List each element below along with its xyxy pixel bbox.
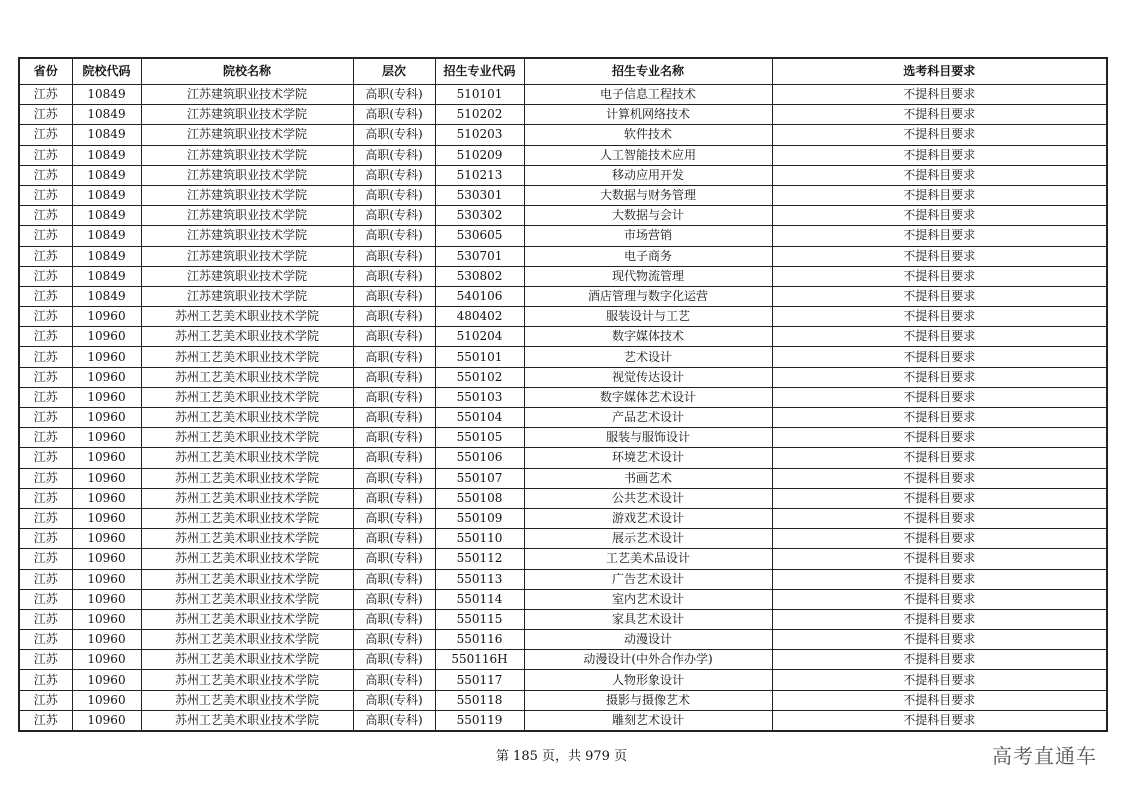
cell-school-code: 10960 (72, 609, 141, 629)
cell-major-code: 530605 (435, 226, 524, 246)
cell-school-code: 10849 (72, 145, 141, 165)
cell-subject-requirement: 不提科目要求 (772, 408, 1107, 428)
cell-major-code: 550107 (435, 468, 524, 488)
cell-major-code: 550105 (435, 428, 524, 448)
cell-major-code: 550108 (435, 488, 524, 508)
cell-school-code: 10960 (72, 468, 141, 488)
cell-level: 高职(专科) (353, 670, 435, 690)
cell-major-code: 510204 (435, 327, 524, 347)
cell-school-name: 苏州工艺美术职业技术学院 (141, 428, 353, 448)
cell-subject-requirement: 不提科目要求 (772, 609, 1107, 629)
cell-subject-requirement: 不提科目要求 (772, 710, 1107, 731)
cell-major-name: 电子信息工程技术 (524, 85, 772, 105)
cell-major-name: 市场营销 (524, 226, 772, 246)
cell-school-name: 苏州工艺美术职业技术学院 (141, 609, 353, 629)
cell-province: 江苏 (19, 246, 72, 266)
cell-major-code: 530301 (435, 185, 524, 205)
cell-subject-requirement: 不提科目要求 (772, 549, 1107, 569)
cell-major-name: 公共艺术设计 (524, 488, 772, 508)
cell-level: 高职(专科) (353, 508, 435, 528)
cell-subject-requirement: 不提科目要求 (772, 327, 1107, 347)
cell-province: 江苏 (19, 185, 72, 205)
cell-subject-requirement: 不提科目要求 (772, 145, 1107, 165)
cell-major-code: 510203 (435, 125, 524, 145)
cell-province: 江苏 (19, 630, 72, 650)
cell-province: 江苏 (19, 367, 72, 387)
cell-school-name: 苏州工艺美术职业技术学院 (141, 650, 353, 670)
cell-major-name: 视觉传达设计 (524, 367, 772, 387)
cell-major-name: 产品艺术设计 (524, 408, 772, 428)
cell-level: 高职(专科) (353, 327, 435, 347)
table-row (19, 367, 1107, 387)
cell-major-name: 环境艺术设计 (524, 448, 772, 468)
cell-province: 江苏 (19, 105, 72, 125)
cell-subject-requirement: 不提科目要求 (772, 630, 1107, 650)
cell-school-name: 江苏建筑职业技术学院 (141, 246, 353, 266)
cell-school-name: 苏州工艺美术职业技术学院 (141, 408, 353, 428)
cell-school-code: 10960 (72, 529, 141, 549)
cell-major-code: 530302 (435, 206, 524, 226)
cell-school-code: 10960 (72, 327, 141, 347)
cell-major-code: 550102 (435, 367, 524, 387)
cell-subject-requirement: 不提科目要求 (772, 529, 1107, 549)
cell-school-code: 10849 (72, 125, 141, 145)
cell-level: 高职(专科) (353, 468, 435, 488)
cell-school-name: 江苏建筑职业技术学院 (141, 286, 353, 306)
table-body (19, 85, 1107, 732)
admissions-table-container (18, 57, 1106, 732)
cell-subject-requirement: 不提科目要求 (772, 488, 1107, 508)
cell-province: 江苏 (19, 307, 72, 327)
table-row (19, 448, 1107, 468)
table-row (19, 226, 1107, 246)
cell-school-code: 10849 (72, 85, 141, 105)
cell-level: 高职(专科) (353, 165, 435, 185)
cell-province: 江苏 (19, 569, 72, 589)
cell-level: 高职(专科) (353, 347, 435, 367)
cell-subject-requirement: 不提科目要求 (772, 206, 1107, 226)
cell-major-code: 550114 (435, 589, 524, 609)
cell-subject-requirement: 不提科目要求 (772, 448, 1107, 468)
cell-school-name: 苏州工艺美术职业技术学院 (141, 508, 353, 528)
cell-major-code: 550103 (435, 387, 524, 407)
cell-province: 江苏 (19, 468, 72, 488)
table-row (19, 529, 1107, 549)
cell-major-code: 550113 (435, 569, 524, 589)
cell-major-name: 服装设计与工艺 (524, 307, 772, 327)
cell-province: 江苏 (19, 690, 72, 710)
cell-school-name: 苏州工艺美术职业技术学院 (141, 347, 353, 367)
cell-school-code: 10849 (72, 165, 141, 185)
cell-school-code: 10960 (72, 307, 141, 327)
cell-school-name: 江苏建筑职业技术学院 (141, 105, 353, 125)
table-row (19, 266, 1107, 286)
cell-major-code: 550118 (435, 690, 524, 710)
cell-school-code: 10960 (72, 589, 141, 609)
cell-major-code: 550110 (435, 529, 524, 549)
cell-province: 江苏 (19, 347, 72, 367)
cell-subject-requirement: 不提科目要求 (772, 125, 1107, 145)
header-province: 省份 (19, 58, 72, 85)
cell-province: 江苏 (19, 286, 72, 306)
cell-province: 江苏 (19, 226, 72, 246)
cell-major-name: 移动应用开发 (524, 165, 772, 185)
header-level: 层次 (353, 58, 435, 85)
cell-province: 江苏 (19, 428, 72, 448)
cell-major-code: 550109 (435, 508, 524, 528)
cell-subject-requirement: 不提科目要求 (772, 347, 1107, 367)
cell-school-name: 苏州工艺美术职业技术学院 (141, 710, 353, 731)
cell-school-code: 10849 (72, 206, 141, 226)
cell-major-code: 540106 (435, 286, 524, 306)
cell-major-code: 530802 (435, 266, 524, 286)
cell-level: 高职(专科) (353, 125, 435, 145)
cell-school-name: 苏州工艺美术职业技术学院 (141, 589, 353, 609)
cell-school-code: 10960 (72, 710, 141, 731)
header-school-code: 院校代码 (72, 58, 141, 85)
admissions-table (18, 57, 1108, 732)
cell-major-name: 软件技术 (524, 125, 772, 145)
cell-province: 江苏 (19, 85, 72, 105)
cell-level: 高职(专科) (353, 266, 435, 286)
cell-subject-requirement: 不提科目要求 (772, 387, 1107, 407)
table-row (19, 670, 1107, 690)
table-row (19, 549, 1107, 569)
cell-major-code: 550104 (435, 408, 524, 428)
cell-school-code: 10960 (72, 448, 141, 468)
cell-school-code: 10849 (72, 105, 141, 125)
cell-school-code: 10960 (72, 670, 141, 690)
cell-level: 高职(专科) (353, 650, 435, 670)
cell-school-code: 10960 (72, 408, 141, 428)
cell-major-code: 550115 (435, 609, 524, 629)
cell-level: 高职(专科) (353, 690, 435, 710)
cell-province: 江苏 (19, 488, 72, 508)
cell-province: 江苏 (19, 448, 72, 468)
table-row (19, 347, 1107, 367)
cell-province: 江苏 (19, 327, 72, 347)
cell-major-name: 游戏艺术设计 (524, 508, 772, 528)
cell-level: 高职(专科) (353, 549, 435, 569)
cell-province: 江苏 (19, 650, 72, 670)
cell-school-name: 江苏建筑职业技术学院 (141, 85, 353, 105)
cell-subject-requirement: 不提科目要求 (772, 85, 1107, 105)
cell-school-name: 苏州工艺美术职业技术学院 (141, 569, 353, 589)
cell-major-name: 动漫设计 (524, 630, 772, 650)
cell-major-name: 家具艺术设计 (524, 609, 772, 629)
cell-major-name: 广告艺术设计 (524, 569, 772, 589)
table-row (19, 85, 1107, 105)
cell-school-code: 10960 (72, 569, 141, 589)
table-row (19, 569, 1107, 589)
table-header-row (19, 58, 1107, 85)
cell-major-name: 艺术设计 (524, 347, 772, 367)
table-row (19, 650, 1107, 670)
cell-school-name: 苏州工艺美术职业技术学院 (141, 468, 353, 488)
cell-major-code: 530701 (435, 246, 524, 266)
table-row (19, 125, 1107, 145)
cell-school-name: 江苏建筑职业技术学院 (141, 165, 353, 185)
cell-major-name: 动漫设计(中外合作办学) (524, 650, 772, 670)
cell-school-code: 10960 (72, 690, 141, 710)
cell-school-code: 10849 (72, 286, 141, 306)
cell-major-name: 数字媒体艺术设计 (524, 387, 772, 407)
cell-major-code: 550106 (435, 448, 524, 468)
cell-major-name: 电子商务 (524, 246, 772, 266)
cell-subject-requirement: 不提科目要求 (772, 367, 1107, 387)
cell-school-name: 苏州工艺美术职业技术学院 (141, 670, 353, 690)
cell-major-name: 摄影与摄像艺术 (524, 690, 772, 710)
table-row (19, 165, 1107, 185)
cell-major-name: 人物形象设计 (524, 670, 772, 690)
header-school-name: 院校名称 (141, 58, 353, 85)
cell-level: 高职(专科) (353, 145, 435, 165)
cell-subject-requirement: 不提科目要求 (772, 589, 1107, 609)
cell-major-name: 工艺美术品设计 (524, 549, 772, 569)
cell-level: 高职(专科) (353, 85, 435, 105)
table-row (19, 690, 1107, 710)
cell-province: 江苏 (19, 125, 72, 145)
cell-province: 江苏 (19, 670, 72, 690)
cell-major-code: 480402 (435, 307, 524, 327)
cell-major-code: 550117 (435, 670, 524, 690)
cell-school-name: 江苏建筑职业技术学院 (141, 125, 353, 145)
cell-major-name: 人工智能技术应用 (524, 145, 772, 165)
cell-subject-requirement: 不提科目要求 (772, 105, 1107, 125)
table-row (19, 286, 1107, 306)
cell-level: 高职(专科) (353, 408, 435, 428)
cell-level: 高职(专科) (353, 387, 435, 407)
page-number: 第 185 页，共 979 页 (495, 749, 628, 764)
cell-subject-requirement: 不提科目要求 (772, 185, 1107, 205)
cell-school-code: 10960 (72, 347, 141, 367)
cell-major-code: 550112 (435, 549, 524, 569)
watermark-text: 高考直通车 (992, 744, 1097, 768)
header-major-name: 招生专业名称 (524, 58, 772, 85)
cell-school-name: 苏州工艺美术职业技术学院 (141, 448, 353, 468)
cell-subject-requirement: 不提科目要求 (772, 307, 1107, 327)
cell-school-code: 10849 (72, 246, 141, 266)
cell-province: 江苏 (19, 145, 72, 165)
cell-subject-requirement: 不提科目要求 (772, 508, 1107, 528)
cell-major-code: 550116 (435, 630, 524, 650)
cell-province: 江苏 (19, 609, 72, 629)
cell-major-code: 510209 (435, 145, 524, 165)
cell-level: 高职(专科) (353, 710, 435, 731)
cell-school-name: 苏州工艺美术职业技术学院 (141, 549, 353, 569)
table-row (19, 508, 1107, 528)
table-row (19, 185, 1107, 205)
cell-school-name: 苏州工艺美术职业技术学院 (141, 327, 353, 347)
cell-school-name: 苏州工艺美术职业技术学院 (141, 488, 353, 508)
cell-level: 高职(专科) (353, 185, 435, 205)
cell-school-code: 10960 (72, 508, 141, 528)
cell-major-code: 550101 (435, 347, 524, 367)
cell-level: 高职(专科) (353, 105, 435, 125)
cell-school-name: 江苏建筑职业技术学院 (141, 266, 353, 286)
cell-major-name: 数字媒体技术 (524, 327, 772, 347)
cell-major-name: 室内艺术设计 (524, 589, 772, 609)
cell-province: 江苏 (19, 549, 72, 569)
cell-province: 江苏 (19, 710, 72, 731)
cell-level: 高职(专科) (353, 448, 435, 468)
cell-school-name: 江苏建筑职业技术学院 (141, 145, 353, 165)
cell-school-code: 10960 (72, 650, 141, 670)
cell-major-name: 展示艺术设计 (524, 529, 772, 549)
cell-school-name: 苏州工艺美术职业技术学院 (141, 690, 353, 710)
cell-major-name: 雕刻艺术设计 (524, 710, 772, 731)
cell-subject-requirement: 不提科目要求 (772, 670, 1107, 690)
cell-province: 江苏 (19, 266, 72, 286)
cell-province: 江苏 (19, 408, 72, 428)
cell-level: 高职(专科) (353, 630, 435, 650)
cell-major-name: 现代物流管理 (524, 266, 772, 286)
cell-school-name: 苏州工艺美术职业技术学院 (141, 529, 353, 549)
cell-province: 江苏 (19, 589, 72, 609)
cell-major-code: 510202 (435, 105, 524, 125)
cell-level: 高职(专科) (353, 307, 435, 327)
cell-province: 江苏 (19, 165, 72, 185)
cell-major-code: 510213 (435, 165, 524, 185)
cell-level: 高职(专科) (353, 367, 435, 387)
cell-subject-requirement: 不提科目要求 (772, 468, 1107, 488)
cell-subject-requirement: 不提科目要求 (772, 246, 1107, 266)
cell-school-code: 10849 (72, 226, 141, 246)
cell-major-name: 大数据与财务管理 (524, 185, 772, 205)
table-row (19, 206, 1107, 226)
cell-major-name: 书画艺术 (524, 468, 772, 488)
header-subject-requirement: 选考科目要求 (772, 58, 1107, 85)
cell-major-name: 服装与服饰设计 (524, 428, 772, 448)
cell-subject-requirement: 不提科目要求 (772, 226, 1107, 246)
cell-subject-requirement: 不提科目要求 (772, 690, 1107, 710)
table-row (19, 327, 1107, 347)
cell-level: 高职(专科) (353, 206, 435, 226)
cell-province: 江苏 (19, 508, 72, 528)
cell-subject-requirement: 不提科目要求 (772, 569, 1107, 589)
cell-major-code: 510101 (435, 85, 524, 105)
cell-school-code: 10960 (72, 387, 141, 407)
cell-subject-requirement: 不提科目要求 (772, 266, 1107, 286)
cell-subject-requirement: 不提科目要求 (772, 286, 1107, 306)
cell-school-code: 10960 (72, 367, 141, 387)
cell-subject-requirement: 不提科目要求 (772, 165, 1107, 185)
table-row (19, 387, 1107, 407)
cell-school-code: 10960 (72, 549, 141, 569)
cell-major-name: 酒店管理与数字化运营 (524, 286, 772, 306)
cell-school-name: 苏州工艺美术职业技术学院 (141, 307, 353, 327)
cell-major-name: 大数据与会计 (524, 206, 772, 226)
table-row (19, 428, 1107, 448)
cell-school-name: 江苏建筑职业技术学院 (141, 206, 353, 226)
cell-school-name: 江苏建筑职业技术学院 (141, 185, 353, 205)
table-row (19, 710, 1107, 731)
cell-school-name: 苏州工艺美术职业技术学院 (141, 367, 353, 387)
cell-level: 高职(专科) (353, 226, 435, 246)
cell-level: 高职(专科) (353, 428, 435, 448)
cell-level: 高职(专科) (353, 569, 435, 589)
cell-level: 高职(专科) (353, 488, 435, 508)
cell-school-code: 10960 (72, 630, 141, 650)
cell-level: 高职(专科) (353, 246, 435, 266)
cell-level: 高职(专科) (353, 609, 435, 629)
table-row (19, 408, 1107, 428)
table-row (19, 609, 1107, 629)
cell-major-code: 550116H (435, 650, 524, 670)
cell-school-code: 10849 (72, 185, 141, 205)
cell-school-name: 苏州工艺美术职业技术学院 (141, 630, 353, 650)
cell-province: 江苏 (19, 206, 72, 226)
cell-province: 江苏 (19, 387, 72, 407)
table-row (19, 468, 1107, 488)
table-row (19, 246, 1107, 266)
table-row (19, 589, 1107, 609)
table-row (19, 145, 1107, 165)
table-row (19, 488, 1107, 508)
cell-level: 高职(专科) (353, 529, 435, 549)
header-major-code: 招生专业代码 (435, 58, 524, 85)
cell-subject-requirement: 不提科目要求 (772, 650, 1107, 670)
cell-school-code: 10960 (72, 428, 141, 448)
cell-province: 江苏 (19, 529, 72, 549)
table-row (19, 105, 1107, 125)
cell-major-code: 550119 (435, 710, 524, 731)
cell-level: 高职(专科) (353, 589, 435, 609)
cell-school-code: 10849 (72, 266, 141, 286)
table-row (19, 630, 1107, 650)
cell-level: 高职(专科) (353, 286, 435, 306)
table-row (19, 307, 1107, 327)
cell-school-code: 10960 (72, 488, 141, 508)
cell-major-name: 计算机网络技术 (524, 105, 772, 125)
cell-school-name: 苏州工艺美术职业技术学院 (141, 387, 353, 407)
cell-school-name: 江苏建筑职业技术学院 (141, 226, 353, 246)
cell-subject-requirement: 不提科目要求 (772, 428, 1107, 448)
